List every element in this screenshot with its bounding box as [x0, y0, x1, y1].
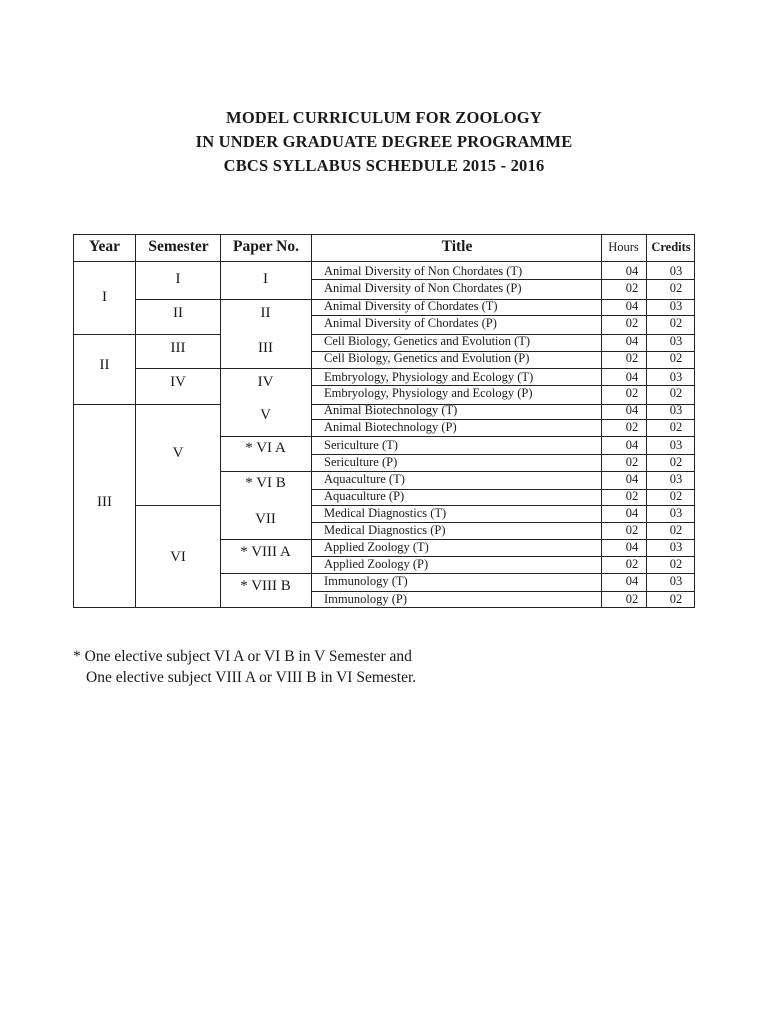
course-credits: 02	[669, 386, 683, 400]
document-title	[0, 106, 768, 178]
course-hours: 02	[625, 281, 639, 295]
course-credits: 03	[669, 574, 683, 588]
course-title: Immunology (P)	[324, 592, 407, 606]
course-hours: 04	[625, 299, 639, 313]
paper-cell: * VIII B	[240, 578, 291, 594]
year-cell: III	[97, 494, 112, 510]
course-credits: 03	[669, 403, 683, 417]
paper-divider	[220, 436, 311, 437]
course-credits: 02	[669, 523, 683, 537]
course-title: Sericulture (T)	[324, 438, 398, 452]
course-title: Embryology, Physiology and Ecology (T)	[324, 370, 534, 384]
semester-cell: III	[170, 340, 186, 356]
course-hours: 04	[625, 506, 639, 520]
course-hours: 04	[625, 574, 639, 588]
paper-cell: I	[263, 271, 268, 287]
course-title: Cell Biology, Genetics and Evolution (P)	[324, 351, 530, 365]
paper-cell: * VIII A	[240, 544, 291, 560]
header-credits: Credits	[651, 240, 691, 254]
course-title: Medical Diagnostics (P)	[324, 523, 446, 537]
course-credits: 02	[669, 316, 683, 330]
semester-cell: II	[173, 305, 183, 321]
semester-divider	[135, 505, 221, 506]
semester-divider	[135, 299, 221, 300]
course-credits: 02	[669, 281, 683, 295]
title-line-3: CBCS SYLLABUS SCHEDULE 2015 - 2016	[223, 156, 545, 175]
course-title: Animal Biotechnology (P)	[324, 420, 457, 434]
course-title: Applied Zoology (T)	[324, 540, 429, 554]
course-credits: 02	[669, 557, 683, 571]
course-hours: 04	[625, 370, 639, 384]
course-title: Embryology, Physiology and Ecology (P)	[324, 386, 533, 400]
year-cell: I	[102, 289, 107, 305]
course-hours: 04	[625, 472, 639, 486]
course-hours: 02	[625, 420, 639, 434]
course-hours: 02	[625, 386, 639, 400]
course-title: Immunology (T)	[324, 574, 408, 588]
course-credits: 03	[669, 264, 683, 278]
paper-cell: V	[260, 407, 271, 423]
course-title: Cell Biology, Genetics and Evolution (T)	[324, 334, 531, 348]
year-divider	[74, 404, 220, 405]
course-title: Animal Diversity of Chordates (T)	[324, 299, 498, 313]
curriculum-table	[73, 234, 695, 608]
course-title: Sericulture (P)	[324, 455, 398, 469]
course-credits: 03	[669, 540, 683, 554]
course-credits: 03	[669, 370, 683, 384]
paper-cell: VII	[255, 511, 276, 527]
course-title: Medical Diagnostics (T)	[324, 506, 447, 520]
paper-cell: II	[260, 305, 271, 321]
title-line-1: MODEL CURRICULUM FOR ZOOLOGY	[226, 108, 542, 127]
header-hours: Hours	[608, 240, 639, 254]
course-hours: 04	[625, 403, 639, 417]
footnote-line-1: * One elective subject VI A or VI B in V Semester and	[73, 648, 412, 665]
course-credits: 03	[669, 472, 683, 486]
year-cell: II	[99, 357, 110, 373]
course-title: Animal Diversity of Non Chordates (P)	[324, 281, 522, 295]
semester-cell: VI	[170, 549, 186, 565]
course-hours: 02	[625, 455, 639, 469]
paper-cell: * VI A	[245, 440, 286, 456]
semester-cell: I	[175, 271, 181, 287]
header-semester: Semester	[148, 238, 209, 255]
paper-divider	[220, 471, 311, 472]
elective-footnote	[73, 646, 416, 688]
course-title: Applied Zoology (P)	[324, 557, 429, 571]
header-paper-no: Paper No.	[232, 238, 299, 255]
course-credits: 02	[669, 455, 683, 469]
course-credits: 02	[669, 351, 683, 365]
course-credits: 03	[669, 438, 683, 452]
course-hours: 04	[625, 540, 639, 554]
year-divider	[74, 334, 220, 335]
course-hours: 04	[625, 264, 639, 278]
course-hours: 02	[625, 489, 639, 503]
paper-divider	[220, 299, 311, 300]
paper-divider	[220, 368, 311, 369]
header-title: Title	[441, 238, 473, 255]
header-year: Year	[89, 238, 120, 255]
course-title: Aquaculture (P)	[324, 489, 405, 503]
course-credits: 03	[669, 299, 683, 313]
course-hours: 02	[625, 523, 639, 537]
course-hours: 02	[625, 557, 639, 571]
semester-cell: IV	[170, 374, 186, 390]
course-hours: 04	[625, 334, 639, 348]
course-credits: 03	[669, 334, 683, 348]
paper-cell: III	[258, 340, 273, 356]
paper-divider	[220, 573, 311, 574]
course-title: Animal Diversity of Non Chordates (T)	[324, 264, 523, 278]
title-line-2: IN UNDER GRADUATE DEGREE PROGRAMME	[195, 132, 573, 151]
paper-cell: IV	[257, 374, 274, 390]
course-credits: 02	[669, 489, 683, 503]
course-title: Animal Diversity of Chordates (P)	[324, 316, 497, 330]
column-divider	[311, 235, 312, 607]
paper-cell: * VI B	[245, 475, 286, 491]
course-hours: 02	[625, 316, 639, 330]
course-credits: 02	[669, 420, 683, 434]
course-credits: 03	[669, 506, 683, 520]
course-credits: 02	[669, 592, 683, 606]
semester-divider	[135, 368, 221, 369]
paper-divider	[220, 539, 311, 540]
semester-cell: V	[172, 445, 184, 461]
footnote-line-2: One elective subject VIII A or VIII B in VI Semester.	[86, 669, 417, 686]
course-hours: 02	[625, 592, 639, 606]
course-hours: 02	[625, 351, 639, 365]
course-title: Animal Biotechnology (T)	[324, 403, 458, 417]
course-title: Aquaculture (T)	[324, 472, 405, 486]
header-divider	[74, 261, 694, 262]
course-hours: 04	[625, 438, 639, 452]
